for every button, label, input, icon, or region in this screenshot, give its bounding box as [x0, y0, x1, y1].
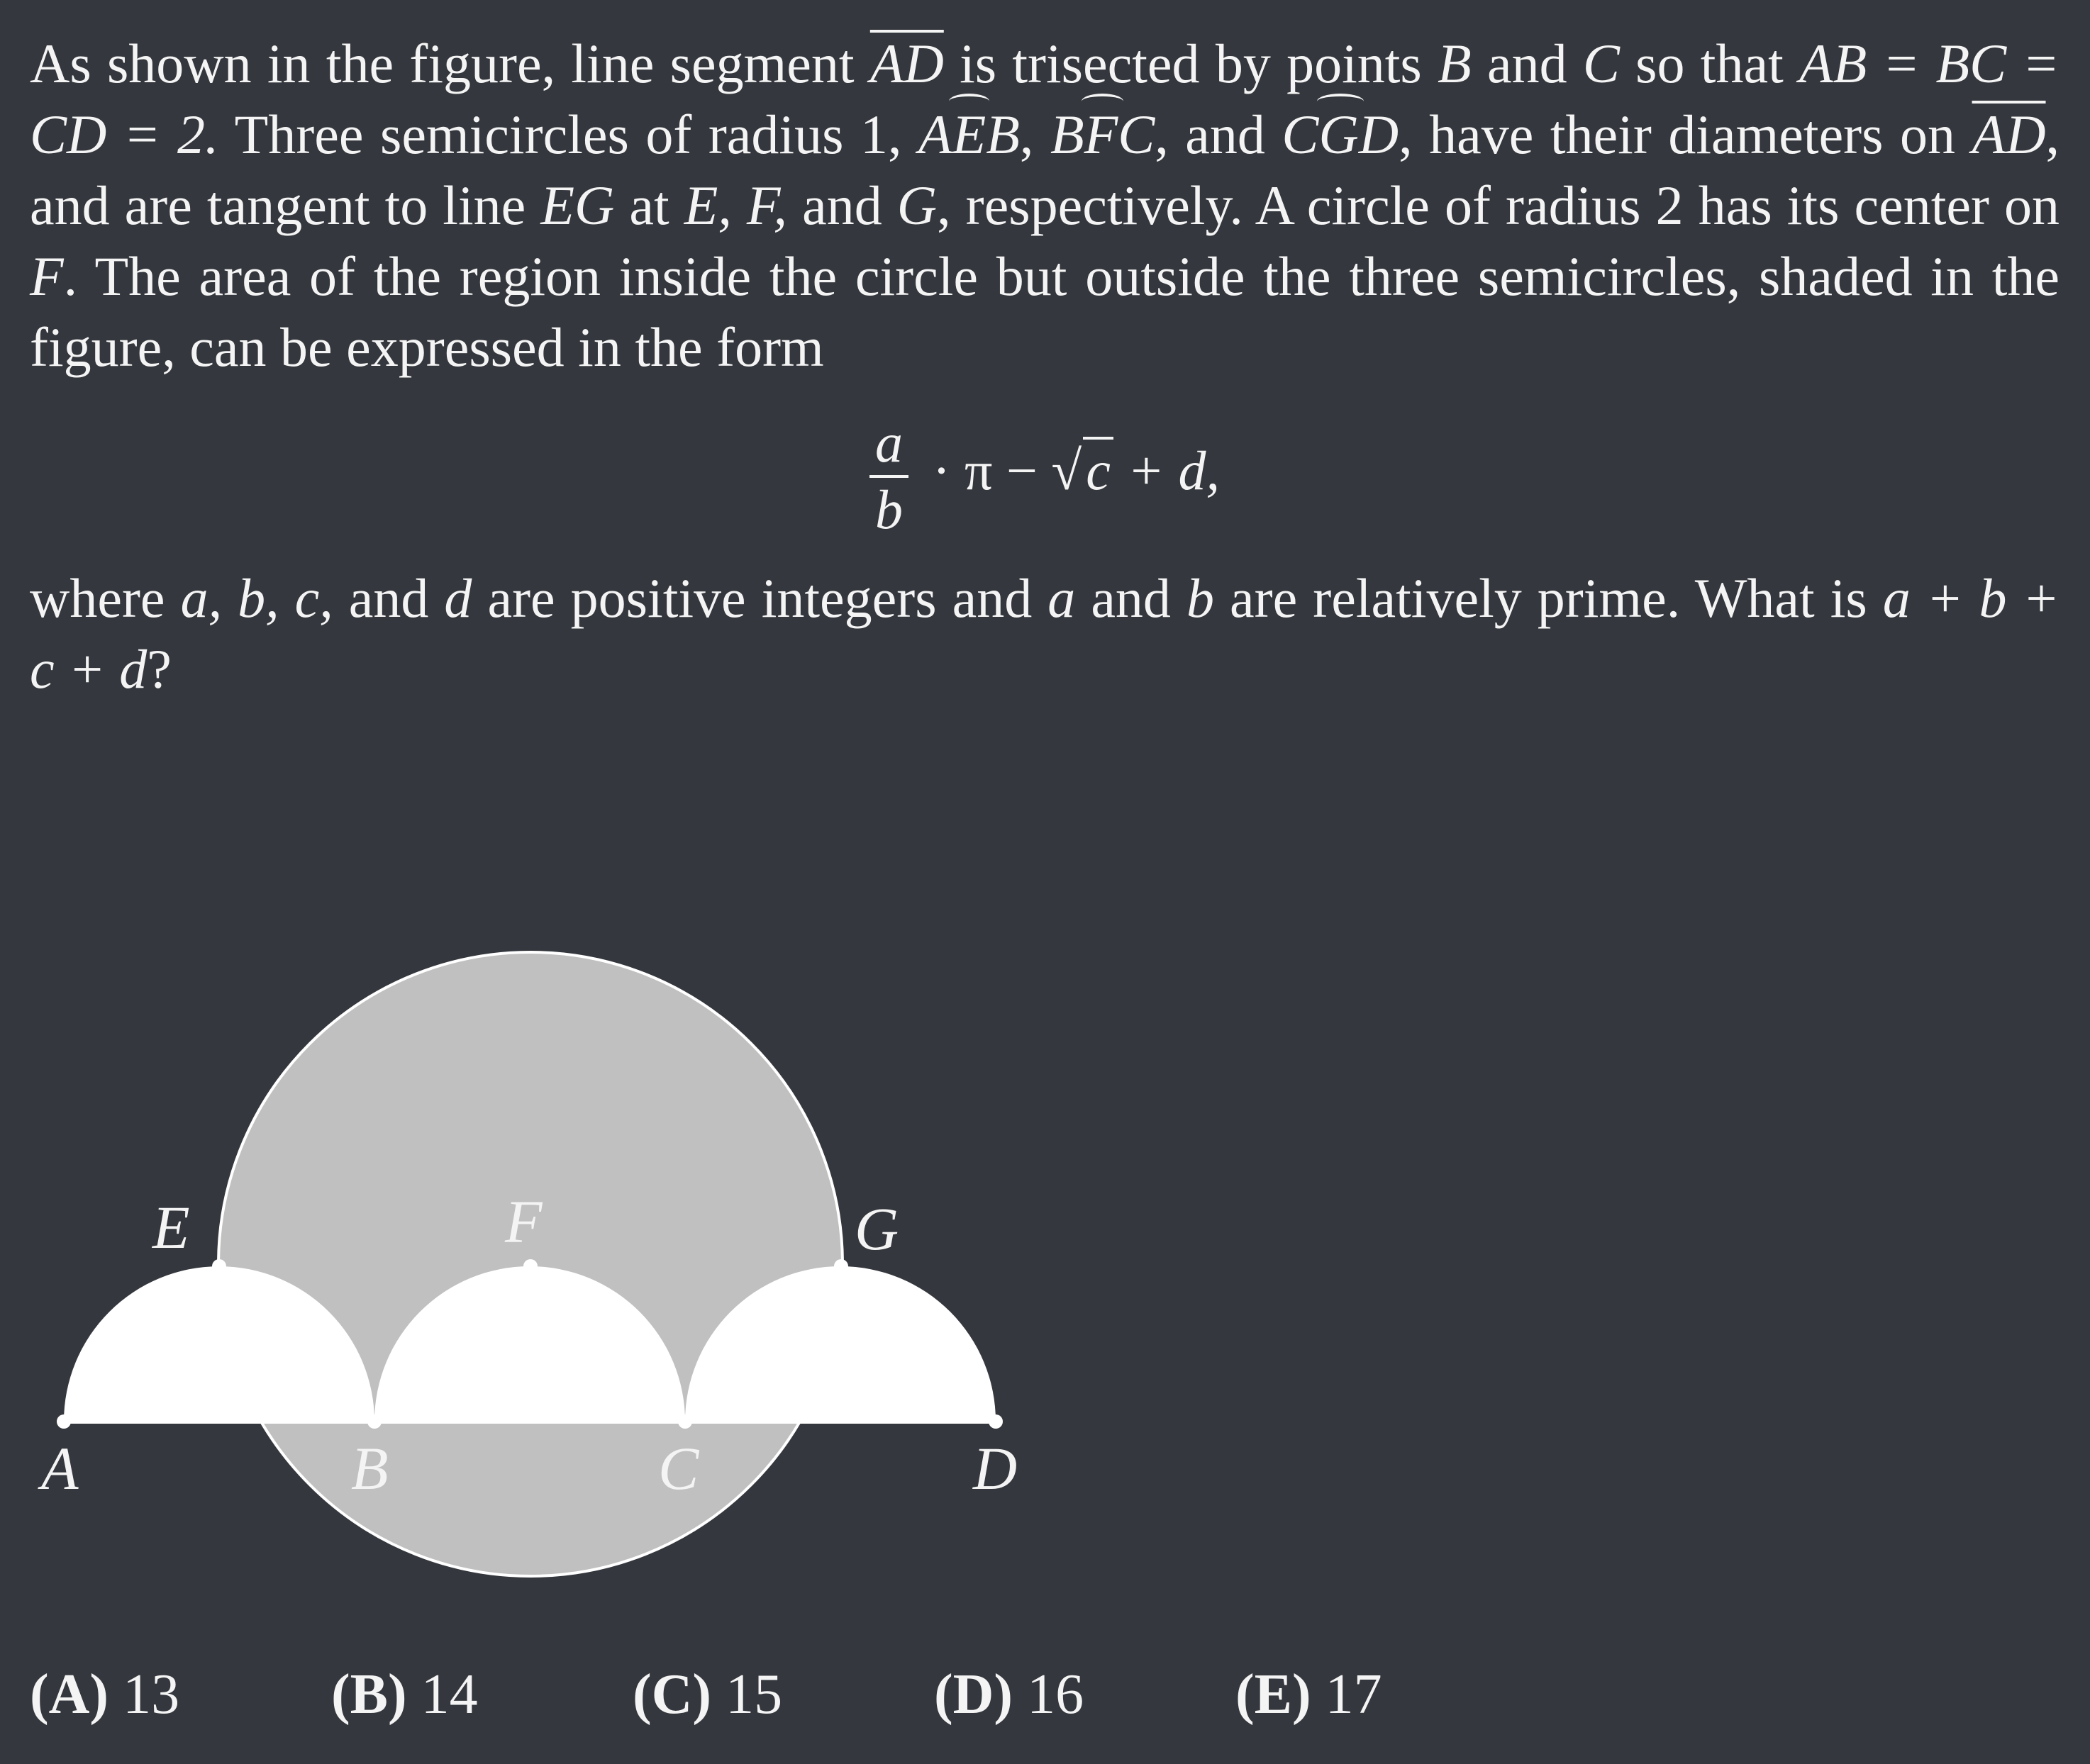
choice-letter: (C)	[633, 1663, 712, 1726]
problem-text-part: and	[1091, 567, 1171, 629]
problem-text-part: and	[348, 567, 429, 629]
point-G	[834, 1259, 848, 1273]
problem-text-part: . The area of the region inside the circle but outside the three semicircles, shaded in the figure, can be expressed in the form	[30, 245, 2060, 378]
point-C-ref: C	[1582, 33, 1620, 94]
var-a: a	[1047, 567, 1076, 629]
arc-AEB: AEB	[918, 99, 1020, 170]
label-C: C	[658, 1434, 699, 1502]
problem-text-part: is trisected by points	[960, 33, 1422, 94]
area-formula	[30, 411, 2060, 542]
choice-value: 15	[726, 1663, 783, 1726]
choice-D[interactable]	[934, 1663, 1235, 1727]
problem-text-part: are positive integers and	[487, 567, 1033, 629]
point-C	[678, 1414, 692, 1429]
problem-text-part: and	[1486, 33, 1567, 94]
variables: a, b, c,	[180, 567, 333, 629]
choice-B[interactable]	[331, 1663, 633, 1727]
choice-letter: (B)	[331, 1663, 407, 1726]
point-F	[523, 1259, 538, 1273]
arc-CGD: CGD	[1282, 99, 1399, 170]
choice-E[interactable]	[1235, 1663, 1537, 1727]
label-D: D	[973, 1434, 1018, 1502]
sqrt-sign: √	[1051, 439, 1082, 501]
point-B-ref: B	[1438, 33, 1472, 94]
var-d: d	[444, 567, 472, 629]
choice-value: 17	[1325, 1663, 1382, 1726]
label-G: G	[855, 1195, 899, 1263]
problem-text: As shown in the figure, line segment $\overline{AD}$ is trisected by points B and C so that AB = BC = CD = 2. Three semicircles of radius 1, AEB, BFC, and CGD, have their diameters on $\overline{AD}$, and are tangent to line EG at E, F, and G, respectively. A circle of radius 2 has its center on F. The area of the region inside the circle but outside the three semicircles, shaded in the figure, can be expressed in the form $\frac{a}{b}$ · π − √c + d, where a, b, c, and d are positive integers and a and b are relatively prime. What is a + b + c + d?	[30, 33, 2060, 700]
question-sum: a + b + c + d	[30, 567, 2060, 700]
label-A: A	[41, 1434, 79, 1502]
choice-letter: (E)	[1235, 1663, 1311, 1726]
answer-choices	[30, 1663, 1537, 1727]
radicand: c	[1083, 437, 1113, 501]
geometry-figure	[0, 915, 1135, 1624]
fraction-numerator: a	[875, 412, 904, 474]
label-F: F	[505, 1188, 543, 1256]
problem-text-part: and	[802, 174, 882, 236]
choice-value: 13	[123, 1663, 180, 1726]
var-b: b	[1186, 567, 1214, 629]
label-B: B	[351, 1434, 389, 1502]
problem-text-part: , have their diameters on	[1399, 104, 1956, 165]
problem-text-part: are relatively prime. What is	[1230, 567, 1867, 629]
question-mark: ?	[147, 638, 172, 700]
choice-value: 14	[421, 1663, 478, 1726]
formula-tail: + d,	[1127, 439, 1220, 501]
point-F-ref: F	[30, 245, 64, 307]
choice-value: 16	[1027, 1663, 1084, 1726]
problem-text-part: As shown in the figure, line segment	[30, 33, 855, 94]
segment-AD: $\overline{AD}$	[869, 33, 944, 94]
fraction	[869, 411, 908, 542]
problem-text-part: Three semicircles of radius 1,	[234, 104, 902, 165]
point-B	[367, 1414, 382, 1429]
choice-letter: (A)	[30, 1663, 109, 1726]
problem-text-part: , respectively. A circle of radius 2 has its center on	[937, 174, 2060, 236]
fraction-denominator: b	[875, 479, 904, 540]
point-D	[989, 1414, 1003, 1429]
arc-BFC: BFC	[1050, 99, 1155, 170]
problem-text-part: , and	[1155, 104, 1265, 165]
problem-text-part: so that	[1635, 33, 1784, 94]
equal-lengths: AB = BC = CD = 2.	[30, 33, 2060, 165]
choice-C[interactable]	[633, 1663, 934, 1727]
point-G-ref: G	[896, 174, 938, 236]
problem-text-part: , and are tangent to line	[30, 104, 2060, 236]
point-E	[212, 1259, 226, 1273]
point-A	[57, 1414, 71, 1429]
segment-AD: $\overline{AD}$	[1972, 104, 2046, 165]
formula-middle: · π −	[932, 439, 1038, 501]
line-EG: EG	[540, 174, 615, 236]
points-EFG: E, F,	[684, 174, 788, 236]
problem-text-part: at	[629, 174, 669, 236]
choice-A[interactable]	[30, 1663, 331, 1727]
label-E: E	[152, 1193, 190, 1261]
problem-text-part: where	[30, 567, 165, 629]
choice-letter: (D)	[934, 1663, 1013, 1726]
